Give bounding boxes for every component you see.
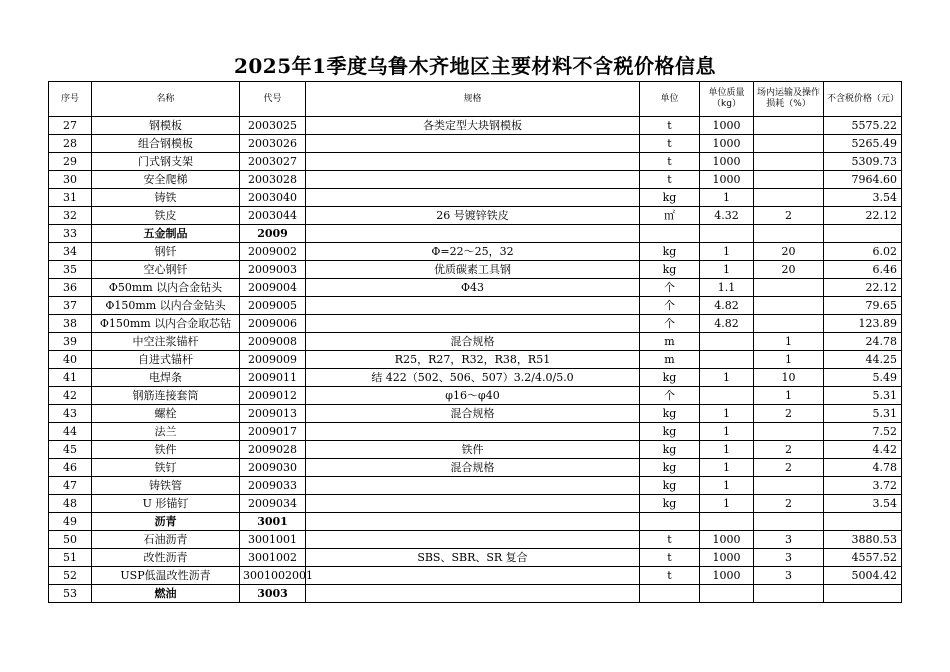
cell-unit: t: [640, 567, 700, 585]
cell-code: 2009003: [240, 261, 306, 279]
cell-code: 3001002: [240, 549, 306, 567]
cell-transport-loss: [754, 477, 824, 495]
cell-price: [824, 225, 902, 243]
cell-name: 改性沥青: [92, 549, 240, 567]
cell-name: USP低温改性沥青: [92, 567, 240, 585]
cell-unit-weight: 1: [700, 459, 754, 477]
cell-spec: 混合规格: [306, 405, 640, 423]
cell-transport-loss: [754, 189, 824, 207]
cell-spec: 混合规格: [306, 333, 640, 351]
cell-name: 法兰: [92, 423, 240, 441]
cell-unit-weight: 1000: [700, 549, 754, 567]
table-row: [49, 441, 902, 459]
cell-code: 2009030: [240, 459, 306, 477]
cell-unit-weight: [700, 585, 754, 603]
cell-spec: [306, 153, 640, 171]
cell-unit: kg: [640, 423, 700, 441]
cell-unit-weight: 1000: [700, 117, 754, 135]
cell-name: 沥青: [92, 513, 240, 531]
cell-price: 22.12: [824, 279, 902, 297]
header-seq: 序号: [49, 82, 92, 117]
cell-name: Φ50mm 以内合金钻头: [92, 279, 240, 297]
cell-unit-weight: [700, 513, 754, 531]
cell-unit: [640, 585, 700, 603]
cell-unit-weight: 4.82: [700, 297, 754, 315]
cell-spec: [306, 189, 640, 207]
cell-seq: 37: [49, 297, 92, 315]
cell-code: 2003044: [240, 207, 306, 225]
table-row: [49, 225, 902, 243]
cell-unit: t: [640, 153, 700, 171]
cell-transport-loss: 1: [754, 333, 824, 351]
cell-spec: [306, 477, 640, 495]
cell-seq: 43: [49, 405, 92, 423]
cell-unit-weight: 1000: [700, 135, 754, 153]
cell-unit-weight: 1: [700, 261, 754, 279]
cell-unit-weight: 1000: [700, 531, 754, 549]
cell-spec: [306, 135, 640, 153]
cell-code: 2009002: [240, 243, 306, 261]
table-row: [49, 135, 902, 153]
cell-price: 22.12: [824, 207, 902, 225]
cell-unit: 个: [640, 387, 700, 405]
table-row: [49, 189, 902, 207]
cell-unit: kg: [640, 441, 700, 459]
cell-spec: Φ=22～25，32: [306, 243, 640, 261]
cell-unit: t: [640, 135, 700, 153]
cell-spec: 铁件: [306, 441, 640, 459]
cell-unit-weight: 1: [700, 441, 754, 459]
table-row: [49, 315, 902, 333]
cell-price: 44.25: [824, 351, 902, 369]
cell-unit: t: [640, 117, 700, 135]
cell-name: 钢筋连接套筒: [92, 387, 240, 405]
cell-unit-weight: 1: [700, 405, 754, 423]
cell-code: 2009028: [240, 441, 306, 459]
cell-unit-weight: 1.1: [700, 279, 754, 297]
cell-unit-weight: 1000: [700, 171, 754, 189]
cell-name: 铁钉: [92, 459, 240, 477]
cell-price: [824, 513, 902, 531]
cell-name: Φ150mm 以内合金钻头: [92, 297, 240, 315]
cell-price: 3.54: [824, 189, 902, 207]
cell-seq: 46: [49, 459, 92, 477]
header-unit-weight: 单位质量（kg）: [700, 82, 754, 117]
cell-unit: 个: [640, 279, 700, 297]
cell-transport-loss: 3: [754, 567, 824, 585]
header-name: 名称: [92, 82, 240, 117]
cell-code: 2009008: [240, 333, 306, 351]
cell-price: 79.65: [824, 297, 902, 315]
table-row: [49, 171, 902, 189]
cell-transport-loss: 20: [754, 261, 824, 279]
cell-seq: 47: [49, 477, 92, 495]
cell-transport-loss: [754, 225, 824, 243]
table-row: [49, 153, 902, 171]
cell-price: 3880.53: [824, 531, 902, 549]
cell-name: 自进式锚杆: [92, 351, 240, 369]
cell-seq: 36: [49, 279, 92, 297]
table-row: [49, 531, 902, 549]
cell-code: 2009034: [240, 495, 306, 513]
cell-price: 7.52: [824, 423, 902, 441]
cell-transport-loss: 2: [754, 207, 824, 225]
cell-name: 安全爬梯: [92, 171, 240, 189]
cell-seq: 27: [49, 117, 92, 135]
cell-transport-loss: 3: [754, 549, 824, 567]
cell-price: 5265.49: [824, 135, 902, 153]
cell-transport-loss: [754, 135, 824, 153]
cell-transport-loss: [754, 315, 824, 333]
cell-seq: 42: [49, 387, 92, 405]
cell-unit-weight: 1: [700, 477, 754, 495]
cell-spec: 混合规格: [306, 459, 640, 477]
cell-price: 5.31: [824, 405, 902, 423]
cell-spec: Φ43: [306, 279, 640, 297]
cell-transport-loss: 1: [754, 387, 824, 405]
table-row: [49, 513, 902, 531]
cell-name: 五金制品: [92, 225, 240, 243]
cell-transport-loss: 1: [754, 351, 824, 369]
header-row: [49, 82, 902, 117]
cell-unit-weight: 1: [700, 189, 754, 207]
cell-unit: kg: [640, 261, 700, 279]
cell-price: 5.49: [824, 369, 902, 387]
table-row: [49, 567, 902, 585]
cell-seq: 53: [49, 585, 92, 603]
header-code: 代号: [240, 82, 306, 117]
cell-price: 5.31: [824, 387, 902, 405]
header-price: 不含税价格（元）: [824, 82, 902, 117]
price-table: [48, 81, 902, 603]
cell-code: 2009005: [240, 297, 306, 315]
cell-unit-weight: 1: [700, 423, 754, 441]
cell-spec: 各类定型大块钢模板: [306, 117, 640, 135]
cell-transport-loss: 20: [754, 243, 824, 261]
cell-unit-weight: 4.32: [700, 207, 754, 225]
cell-price: 4.78: [824, 459, 902, 477]
cell-unit-weight: [700, 225, 754, 243]
cell-transport-loss: [754, 513, 824, 531]
cell-name: 电焊条: [92, 369, 240, 387]
cell-price: 24.78: [824, 333, 902, 351]
table-row: [49, 387, 902, 405]
cell-seq: 28: [49, 135, 92, 153]
cell-code: 2009004: [240, 279, 306, 297]
cell-unit-weight: [700, 387, 754, 405]
cell-unit: [640, 225, 700, 243]
table-row: [49, 261, 902, 279]
cell-price: 6.46: [824, 261, 902, 279]
cell-price: 5575.22: [824, 117, 902, 135]
cell-seq: 31: [49, 189, 92, 207]
table-row: [49, 495, 902, 513]
cell-unit: kg: [640, 405, 700, 423]
cell-spec: 结 422（502、506、507）3.2/4.0/5.0: [306, 369, 640, 387]
table-row: [49, 369, 902, 387]
cell-spec: [306, 423, 640, 441]
cell-code: 2003027: [240, 153, 306, 171]
cell-name: 铸铁管: [92, 477, 240, 495]
cell-unit: [640, 513, 700, 531]
cell-code: 3001002001: [240, 567, 306, 585]
table-row: [49, 117, 902, 135]
cell-unit-weight: 1000: [700, 153, 754, 171]
cell-name: 门式钢支架: [92, 153, 240, 171]
cell-price: 5309.73: [824, 153, 902, 171]
cell-code: 2003026: [240, 135, 306, 153]
table-row: [49, 549, 902, 567]
cell-name: 钢钎: [92, 243, 240, 261]
cell-name: 中空注浆锚杆: [92, 333, 240, 351]
cell-transport-loss: [754, 153, 824, 171]
cell-code: 3001: [240, 513, 306, 531]
cell-name: Φ150mm 以内合金取芯钻: [92, 315, 240, 333]
cell-code: 2009009: [240, 351, 306, 369]
table-row: [49, 405, 902, 423]
cell-transport-loss: [754, 423, 824, 441]
cell-name: U 形锚钉: [92, 495, 240, 513]
cell-spec: [306, 315, 640, 333]
cell-name: 螺栓: [92, 405, 240, 423]
cell-unit: kg: [640, 189, 700, 207]
cell-spec: SBS、SBR、SR 复合: [306, 549, 640, 567]
cell-transport-loss: [754, 279, 824, 297]
cell-code: 3003: [240, 585, 306, 603]
table-body: [49, 117, 902, 603]
cell-seq: 35: [49, 261, 92, 279]
cell-seq: 38: [49, 315, 92, 333]
cell-name: 钢模板: [92, 117, 240, 135]
table-row: [49, 351, 902, 369]
cell-price: 3.72: [824, 477, 902, 495]
cell-unit: t: [640, 549, 700, 567]
cell-unit: kg: [640, 459, 700, 477]
cell-code: 2009006: [240, 315, 306, 333]
table-row: [49, 585, 902, 603]
cell-name: 铁件: [92, 441, 240, 459]
cell-price: 6.02: [824, 243, 902, 261]
cell-seq: 48: [49, 495, 92, 513]
cell-seq: 40: [49, 351, 92, 369]
cell-transport-loss: [754, 585, 824, 603]
cell-unit: 个: [640, 297, 700, 315]
cell-seq: 39: [49, 333, 92, 351]
table-row: [49, 297, 902, 315]
cell-code: 2009012: [240, 387, 306, 405]
cell-unit: ㎡: [640, 207, 700, 225]
cell-transport-loss: [754, 171, 824, 189]
cell-price: 4557.52: [824, 549, 902, 567]
cell-unit-weight: 1: [700, 243, 754, 261]
cell-spec: [306, 171, 640, 189]
cell-code: 3001001: [240, 531, 306, 549]
cell-transport-loss: 3: [754, 531, 824, 549]
cell-transport-loss: 2: [754, 405, 824, 423]
cell-code: 2009011: [240, 369, 306, 387]
cell-name: 燃油: [92, 585, 240, 603]
table-row: [49, 459, 902, 477]
cell-transport-loss: 2: [754, 441, 824, 459]
cell-seq: 44: [49, 423, 92, 441]
cell-name: 铁皮: [92, 207, 240, 225]
cell-spec: [306, 585, 640, 603]
page-title: 2025年1季度乌鲁木齐地区主要材料不含税价格信息: [233, 54, 717, 78]
cell-seq: 34: [49, 243, 92, 261]
cell-price: [824, 585, 902, 603]
cell-seq: 30: [49, 171, 92, 189]
cell-spec: [306, 495, 640, 513]
cell-price: 123.89: [824, 315, 902, 333]
cell-unit: m: [640, 333, 700, 351]
cell-unit-weight: 1000: [700, 567, 754, 585]
cell-unit-weight: 4.82: [700, 315, 754, 333]
table-row: [49, 477, 902, 495]
cell-unit: t: [640, 531, 700, 549]
cell-name: 空心钢钎: [92, 261, 240, 279]
cell-spec: [306, 567, 640, 585]
cell-seq: 45: [49, 441, 92, 459]
cell-spec: R25，R27，R32，R38，R51: [306, 351, 640, 369]
cell-seq: 52: [49, 567, 92, 585]
cell-seq: 29: [49, 153, 92, 171]
cell-code: 2009: [240, 225, 306, 243]
table-row: [49, 243, 902, 261]
table-row: [49, 333, 902, 351]
cell-price: 5004.42: [824, 567, 902, 585]
table-row: [49, 423, 902, 441]
cell-unit-weight: 1: [700, 369, 754, 387]
cell-unit-weight: 1: [700, 495, 754, 513]
cell-name: 石油沥青: [92, 531, 240, 549]
cell-unit: 个: [640, 315, 700, 333]
cell-spec: [306, 513, 640, 531]
cell-name: 铸铁: [92, 189, 240, 207]
cell-transport-loss: 2: [754, 495, 824, 513]
cell-transport-loss: 2: [754, 459, 824, 477]
cell-seq: 41: [49, 369, 92, 387]
header-transport-loss: 场内运输及操作损耗（%）: [754, 82, 824, 117]
cell-unit-weight: [700, 333, 754, 351]
cell-spec: [306, 531, 640, 549]
cell-unit: kg: [640, 477, 700, 495]
cell-unit-weight: [700, 351, 754, 369]
cell-spec: 26 号镀锌铁皮: [306, 207, 640, 225]
cell-seq: 50: [49, 531, 92, 549]
cell-seq: 51: [49, 549, 92, 567]
header-spec: 规格: [306, 82, 640, 117]
cell-transport-loss: [754, 117, 824, 135]
cell-code: 2003025: [240, 117, 306, 135]
cell-price: 7964.60: [824, 171, 902, 189]
cell-transport-loss: 10: [754, 369, 824, 387]
cell-unit: kg: [640, 243, 700, 261]
cell-transport-loss: [754, 297, 824, 315]
cell-name: 组合钢模板: [92, 135, 240, 153]
cell-code: 2003040: [240, 189, 306, 207]
cell-spec: 优质碳素工具钢: [306, 261, 640, 279]
cell-code: 2009013: [240, 405, 306, 423]
cell-code: 2009017: [240, 423, 306, 441]
header-unit: 单位: [640, 82, 700, 117]
cell-seq: 33: [49, 225, 92, 243]
cell-price: 3.54: [824, 495, 902, 513]
cell-unit: kg: [640, 369, 700, 387]
cell-code: 2003028: [240, 171, 306, 189]
cell-price: 4.42: [824, 441, 902, 459]
cell-unit: t: [640, 171, 700, 189]
cell-unit: kg: [640, 495, 700, 513]
cell-seq: 49: [49, 513, 92, 531]
table-row: [49, 279, 902, 297]
cell-unit: m: [640, 351, 700, 369]
cell-spec: [306, 225, 640, 243]
cell-spec: φ16～φ40: [306, 387, 640, 405]
table-row: [49, 207, 902, 225]
cell-seq: 32: [49, 207, 92, 225]
cell-spec: [306, 297, 640, 315]
cell-code: 2009033: [240, 477, 306, 495]
